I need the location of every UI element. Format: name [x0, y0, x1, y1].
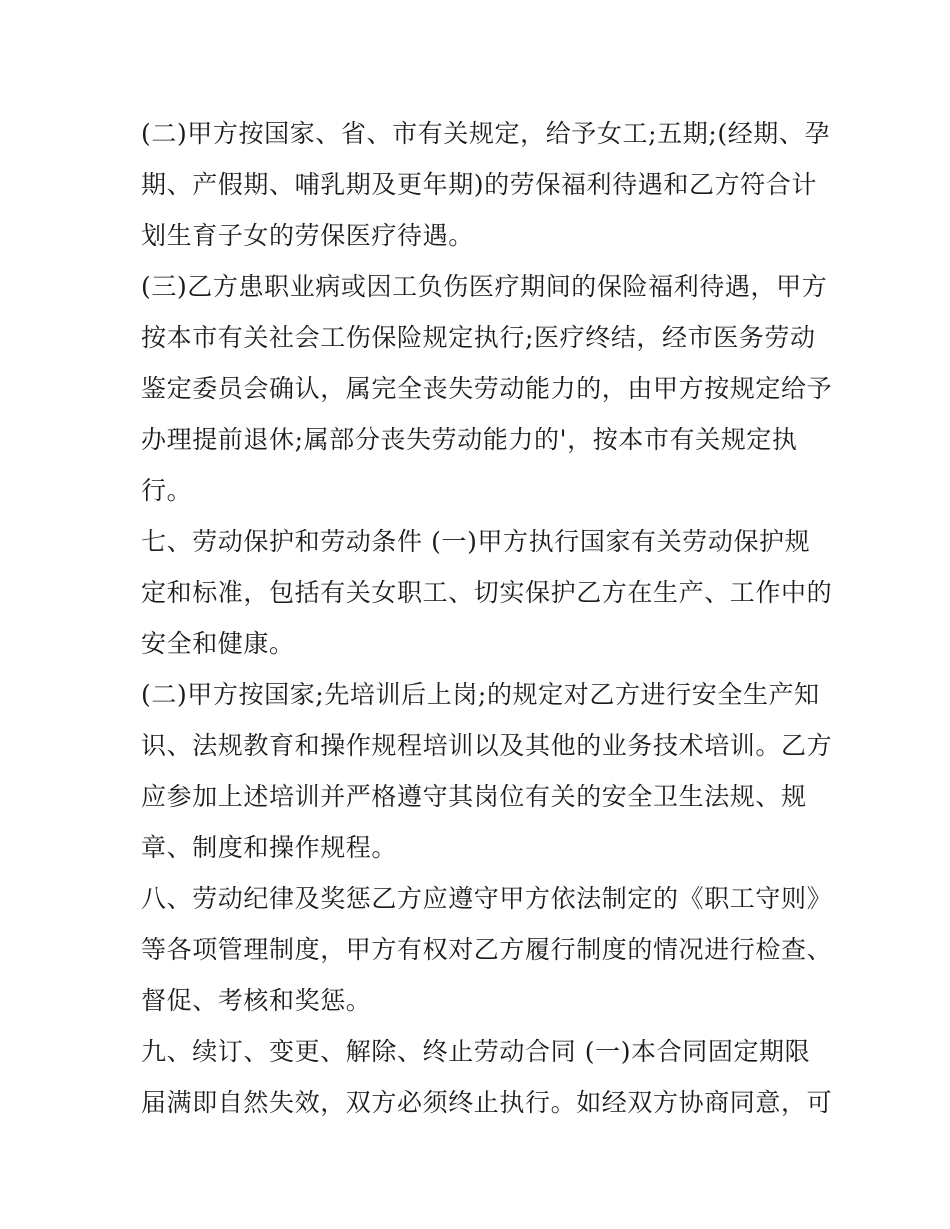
- text-line: (二)甲方按国家、省、市有关规定，给予女工;五期;(经期、孕: [141, 119, 831, 148]
- text-line: 应参加上述培训并严格遵守其岗位有关的安全卫生法规、规: [141, 782, 807, 811]
- text-line: 鉴定委员会确认，属完全丧失劳动能力的，由甲方按规定给予: [141, 374, 833, 403]
- text-line: 划生育子女的劳保医疗待遇。: [141, 221, 474, 250]
- text-line: 期、产假期、哺乳期及更年期)的劳保福利待遇和乙方符合计: [141, 170, 817, 199]
- text-line: 定和标准，包括有关女职工、切实保护乙方在生产、工作中的: [141, 578, 833, 607]
- text-line: 等各项管理制度，甲方有权对乙方履行制度的情况进行检查、: [141, 935, 833, 964]
- text-line: 识、法规教育和操作规程培训以及其他的业务技术培训。乙方: [141, 731, 833, 760]
- document-body: [141, 108, 833, 1128]
- text-line: 办理提前退休;属部分丧失劳动能力的'，按本市有关规定执: [141, 425, 798, 454]
- text-line: 七、劳动保护和劳动条件 (一)甲方执行国家有关劳动保护规: [141, 527, 811, 556]
- text-line: 行。: [141, 476, 193, 505]
- text-line: 安全和健康。: [141, 629, 295, 658]
- text-line: 章、制度和操作规程。: [141, 833, 398, 862]
- text-line: 按本市有关社会工伤保险规定执行;医疗终结，经市医务劳动: [141, 323, 816, 352]
- text-line: (三)乙方患职业病或因工负伤医疗期间的保险福利待遇，甲方: [141, 272, 828, 301]
- text-line: 八、劳动纪律及奖惩乙方应遵守甲方依法制定的《职工守则》: [141, 884, 833, 913]
- text-line: (二)甲方按国家;先培训后上岗;的规定对乙方进行安全生产知: [141, 680, 820, 709]
- text-line: 九、续订、变更、解除、终止劳动合同 (一)本合同固定期限: [141, 1037, 811, 1066]
- text-line: 督促、考核和奖惩。: [141, 986, 372, 1015]
- text-line: 届满即自然失效，双方必须终止执行。如经双方协商同意，可: [141, 1088, 833, 1117]
